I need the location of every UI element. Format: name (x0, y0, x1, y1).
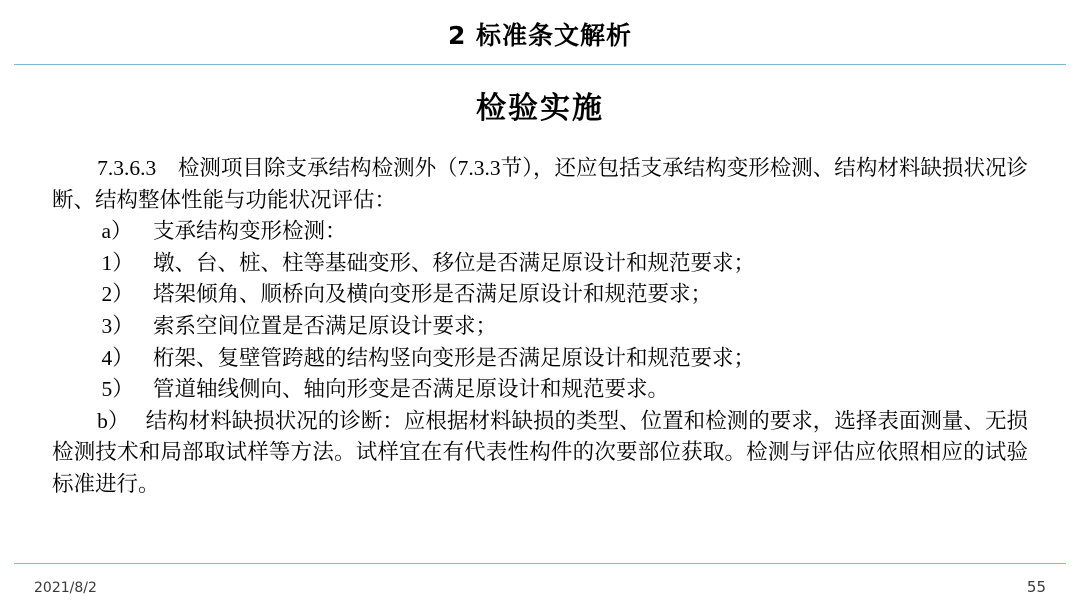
list-item-text: 塔架倾角、顺桥向及横向变形是否满足原设计和规范要求； (153, 282, 713, 307)
title-divider (14, 64, 1066, 65)
clause-text: 检测项目除支承结构检测外（7.3.3节），还应包括支承结构变形检测、结构材料缺损状况诊断、结构整体性能与功能状况评估： (52, 156, 1028, 212)
list-item-marker: 3） (101, 313, 134, 338)
slide-body (52, 153, 1028, 501)
list-item-marker: 1） (101, 250, 134, 275)
paragraph-b (52, 406, 1028, 501)
list-item (52, 216, 1028, 248)
list-item-text: 墩、台、桩、柱等基础变形、移位是否满足原设计和规范要求； (153, 250, 756, 275)
paragraph-b-text: 结构材料缺损状况的诊断：应根据材料缺损的类型、位置和检测的要求，选择表面测量、无损检测技术和局部取试样等方法。试样宜在有代表性构件的次要部位获取。检测与评估应依照相应的试验标准进行。 (52, 408, 1028, 496)
list-item-marker: 4） (101, 345, 134, 370)
list-item (52, 343, 1028, 375)
list-item-marker: a） (101, 219, 133, 244)
list-item-marker: 5） (101, 377, 134, 402)
list-item-marker: 2） (101, 282, 134, 307)
paragraph-b-marker: b） (97, 408, 130, 433)
footer-divider (14, 563, 1066, 564)
clause-paragraph (52, 153, 1028, 216)
list-item (52, 279, 1028, 311)
clause-number: 7.3.6.3 (97, 156, 157, 180)
section-heading: 检验实施 (476, 91, 604, 126)
page-title: 2 标准条文解析 (447, 21, 633, 50)
list-item-text: 支承结构变形检测： (153, 219, 347, 244)
list-item (52, 248, 1028, 280)
footer-page-number: 55 (1026, 578, 1046, 596)
list-item (52, 311, 1028, 343)
list-item-text: 索系空间位置是否满足原设计要求； (153, 313, 498, 338)
list-item (52, 374, 1028, 406)
list-item-text: 桁架、复壁管跨越的结构竖向变形是否满足原设计和规范要求； (153, 345, 756, 370)
footer-date: 2021/8/2 (34, 580, 97, 596)
list-item-text: 管道轴线侧向、轴向形变是否满足原设计和规范要求。 (153, 377, 670, 402)
